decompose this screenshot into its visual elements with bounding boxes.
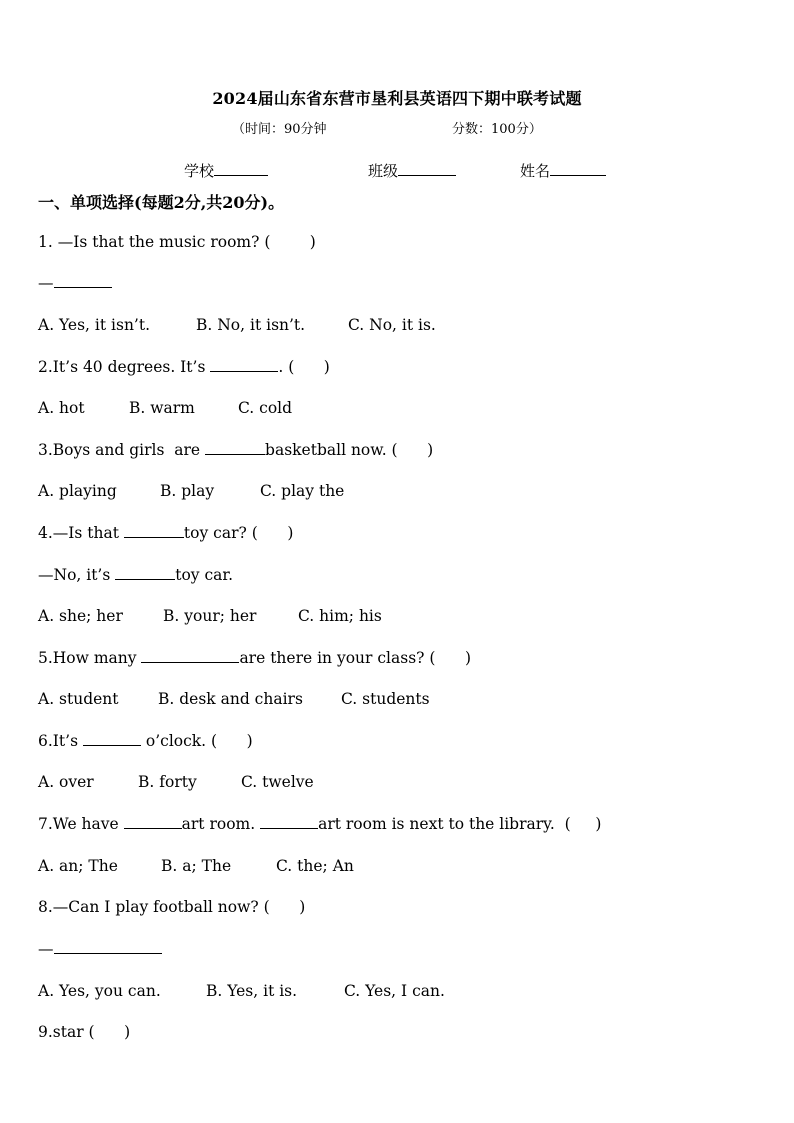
question-8: 8.—Can I play football now? ( ) [38,898,306,916]
option-b: B. play [160,482,215,500]
answer-blank [54,274,112,288]
class-label: 班级 [368,162,399,180]
exam-title: 2024届山东省东营市垦利县英语四下期中联考试题 [212,89,582,108]
option-c: C. play the [260,482,345,500]
exam-score: 分数：100分） [452,122,542,137]
answer-blank [205,441,265,455]
question-1-answer-line: — [38,274,112,292]
option-a: A. Yes, you can. [38,982,161,1000]
answer-blank [124,524,184,538]
question-3: 3.Boys and girls are basketball now. ( ) [38,441,434,459]
option-c: C. No, it is. [348,316,436,334]
question-9: 9.star ( ) [38,1023,131,1041]
answer-blank [54,940,162,954]
option-b: B. desk and chairs [158,690,303,708]
option-a: A. student [38,690,119,708]
option-b: B. your; her [163,607,257,625]
name-label: 姓名 [520,162,551,180]
option-a: A. playing [38,482,117,500]
option-a: A. Yes, it isn’t. [38,316,151,334]
option-c: C. cold [238,399,293,417]
question-1: 1. —Is that the music room? ( ) [38,233,316,251]
school-blank [214,161,268,176]
option-a: A. an; The [38,857,118,875]
option-b: B. Yes, it is. [206,982,298,1000]
answer-blank [260,815,318,829]
option-a: A. she; her [38,607,123,625]
option-a: A. over [38,773,94,791]
option-c: C. twelve [241,773,314,791]
school-label: 学校 [184,162,215,180]
class-blank [398,161,456,176]
question-5: 5.How many are there in your class? ( ) [38,649,472,667]
answer-blank [141,649,239,663]
question-8-answer-line: — [38,940,162,958]
class-field [368,160,456,181]
answer-blank [210,358,278,372]
name-blank [550,161,606,176]
answer-blank [83,732,141,746]
question-2: 2.It’s 40 degrees. It’s . ( ) [38,358,330,376]
exam-time: （时间：90分钟 [232,122,327,137]
question-6: 6.It’s o’clock. ( ) [38,732,253,750]
option-c: C. students [341,690,430,708]
option-b: B. warm [129,399,195,417]
option-a: A. hot [38,399,85,417]
option-c: C. the; An [276,857,354,875]
option-c: C. Yes, I can. [344,982,445,1000]
name-field [520,160,606,181]
school-field [184,160,268,181]
option-b: B. forty [138,773,197,791]
option-b: B. a; The [161,857,232,875]
question-4: 4.—Is that toy car? ( ) [38,524,294,542]
question-4-answer-line: —No, it’s toy car. [38,566,234,584]
answer-blank [124,815,182,829]
option-c: C. him; his [298,607,382,625]
question-7: 7.We have art room. art room is next to the library. ( ) [38,815,602,833]
answer-blank [115,566,175,580]
section-heading: 一、单项选择(每题2分,共20分)。 [38,193,285,212]
option-b: B. No, it isn’t. [196,316,306,334]
